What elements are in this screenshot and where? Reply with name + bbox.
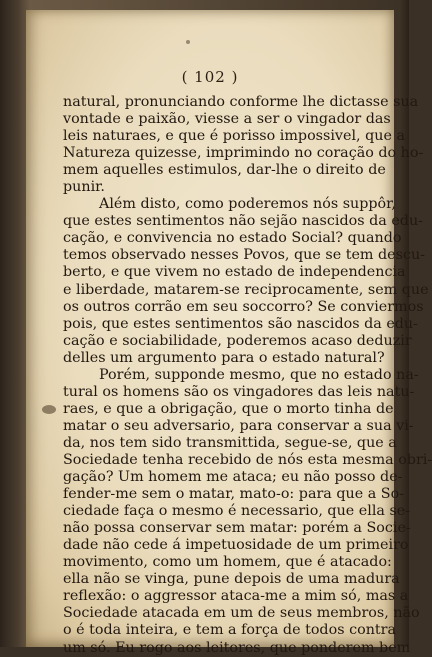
text-line: raes, e que a obrigação, que o morto tinha de bbox=[63, 400, 394, 417]
text-line: movimento, como um homem, que é atacado: bbox=[63, 554, 392, 571]
text-line: punir. bbox=[63, 179, 105, 196]
text-line: tural os homens são os vingadores das leis natu- bbox=[63, 383, 415, 400]
text-line: Sociedade atacada em um de seus membros, não bbox=[63, 605, 420, 622]
text-line: Natureza quizesse, imprimindo no coração do ho- bbox=[63, 145, 424, 162]
text-line: os outros corrão em seu soccorro? Se conviermos bbox=[63, 298, 424, 315]
text-line: temos observado nesses Povos, que se tem descu- bbox=[63, 247, 426, 264]
text-line: matar o seu adversario, para conservar a sua vi- bbox=[63, 417, 414, 434]
text-line: berto, e que vivem no estado de independencia bbox=[63, 264, 406, 281]
text-line: da, nos tem sido transmittida, segue-se, que a bbox=[63, 434, 397, 451]
text-line: dade não cede á impetuosidade de um primeiro bbox=[63, 537, 409, 554]
text-line: delles um argumento para o estado natural? bbox=[63, 349, 385, 366]
text-line: fender-me sem o matar, mato-o: para que a So- bbox=[63, 486, 405, 503]
text-line: natural, pronunciando conforme lhe dictasse sua bbox=[63, 94, 419, 110]
text-line: reflexão: o aggressor ataca-me a mim só, mas a bbox=[63, 588, 409, 605]
text-line: ciedade faça o mesmo é necessario, que ella se- bbox=[63, 503, 411, 520]
ink-stain bbox=[42, 405, 56, 414]
text-line: gação? Um homem me ataca; eu não posso de- bbox=[63, 469, 403, 486]
text-line: Porém, supponde mesmo, que no estado na- bbox=[99, 366, 419, 383]
text-line: o é toda inteira, e tem a força de todos contra bbox=[63, 622, 397, 639]
text-line: um só. Eu rogo aos leitores, que ponderem bem bbox=[63, 639, 411, 656]
text-line: ella não se vinga, pune depois de uma madura bbox=[63, 571, 400, 588]
text-line: não possa conservar sem matar: porém a Socie- bbox=[63, 520, 411, 537]
text-line: pois, que estes sentimentos são nascidos da edu- bbox=[63, 315, 418, 332]
text-line: vontade e paixão, viesse a ser o vingador das bbox=[63, 111, 391, 128]
text-line: mem aquelles estimulos, dar-lhe o direito de bbox=[63, 162, 386, 179]
text-line: que estes sentimentos não sejão nascidos da edu- bbox=[63, 213, 423, 230]
text-line: Além disto, como poderemos nós suppôr, bbox=[99, 196, 396, 213]
book-page bbox=[26, 10, 432, 656]
body-text bbox=[63, 94, 432, 657]
text-line: leis naturaes, e que é porisso impossivel, que a bbox=[63, 128, 406, 145]
text-line: e liberdade, matarem-se reciprocamente, sem que bbox=[63, 281, 429, 298]
page-number: ( 102 ) bbox=[181, 68, 239, 86]
text-line: cação e sociabilidade, poderemos acaso deduzir bbox=[63, 332, 412, 349]
text-line: Sociedade tenha recebido de nós esta mesma obri- bbox=[63, 451, 432, 468]
text-line: cação, e convivencia no estado Social? quando bbox=[63, 230, 402, 247]
ink-stain bbox=[186, 40, 190, 44]
